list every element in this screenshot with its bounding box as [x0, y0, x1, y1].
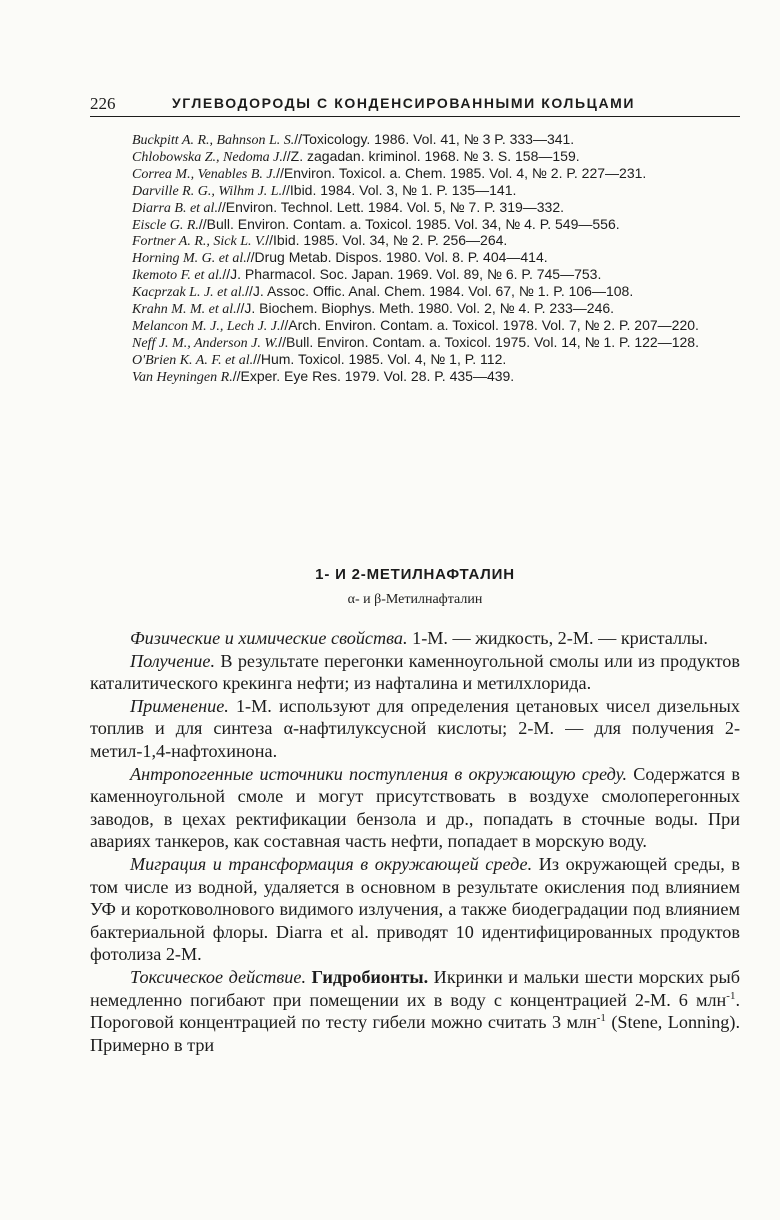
- article-body: [90, 627, 740, 1056]
- paragraph-toxicity: [90, 966, 740, 1056]
- reference-authors: Chlobowska Z., Nedoma J.: [132, 149, 283, 165]
- reference-authors: Eiscle G. R.: [132, 217, 199, 233]
- reference-item: [90, 233, 740, 250]
- paragraph-text: . Пороговой концентрацией по тесту гибели можно считать 3 млн: [90, 989, 740, 1033]
- reference-authors: Kacprzak L. J. et al.: [132, 285, 246, 301]
- paragraph-text: 1-М. используют для определения цетановых чисел дизельных топлив и для синтеза α-нафтилуксусной кислоты; 2-М. — для получения 2-метил-1,4-нафтохинона.: [90, 695, 740, 761]
- reference-source: //Environ. Technol. Lett. 1984. Vol. 5, № 7. P. 319—332.: [217, 198, 565, 215]
- superscript: -1: [726, 989, 736, 1002]
- page-header: [90, 92, 740, 117]
- paragraph-migration: [90, 853, 740, 966]
- reference-authors: Darville R. G., Wilhm J. L.: [132, 183, 283, 199]
- reference-source: //Z. zagadan. kriminol. 1968. № 3. S. 158—159.: [282, 147, 580, 164]
- reference-source: //Bull. Environ. Contam. a. Toxicol. 1975. Vol. 14, № 1. P. 122—128.: [278, 333, 699, 350]
- reference-item: [90, 267, 740, 284]
- reference-authors: Melancon M. J., Lech J. J.: [132, 318, 281, 334]
- reference-item: [90, 183, 740, 200]
- reference-item: [90, 335, 740, 352]
- reference-item: [90, 166, 740, 183]
- reference-source: //Toxicology. 1986. Vol. 41, № 3 P. 333—341.: [294, 131, 575, 147]
- paragraph-lead: Антропогенные источники поступления в окружающую среду.: [130, 763, 628, 784]
- reference-authors: Van Heyningen R.: [132, 369, 233, 385]
- paragraph-text: Содержатся в каменноугольной смоле и могут присутствовать в воздухе смолоперегонных заводов, в цехах ректификации бензола и др., попадать в сточные воды. При авариях танкеров, как составная часть нефти, попадает в морскую воду.: [90, 763, 740, 852]
- reference-item: [90, 318, 740, 335]
- reference-item: [90, 352, 740, 369]
- reference-item: [90, 369, 740, 386]
- paragraph-lead: Применение.: [130, 695, 229, 716]
- page-number: 226: [90, 94, 116, 113]
- reference-source: //Environ. Toxicol. a. Chem. 1985. Vol. 4, № 2. P. 227—231.: [276, 164, 647, 181]
- reference-authors: O'Brien K. A. F. et al.: [132, 352, 254, 368]
- reference-source: //J. Pharmacol. Soc. Japan. 1969. Vol. 89, № 6. P. 745—753.: [222, 266, 602, 283]
- reference-item: [90, 217, 740, 234]
- reference-item: [90, 250, 740, 267]
- reference-authors: Ikemoto F. et al.: [132, 268, 223, 284]
- paragraph-lead: Физические и химические свойства.: [130, 628, 408, 648]
- reference-authors: Neff J. M., Anderson J. W.: [132, 335, 279, 351]
- reference-source: //J. Biochem. Biophys. Meth. 1980. Vol. 2, № 4. P. 233—246.: [236, 300, 615, 317]
- paragraph-text: (Stene, Lonning). Примерно в три: [90, 1012, 740, 1055]
- paragraph-lead: Токсическое действие.: [130, 966, 307, 987]
- paragraph-properties: [90, 627, 740, 650]
- reference-item: [90, 132, 740, 149]
- reference-source: //Exper. Eye Res. 1979. Vol. 28. P. 435—439.: [232, 367, 515, 384]
- section-title: 1- И 2-МЕТИЛНАФТАЛИН: [315, 566, 515, 583]
- paragraph-text: Из окружающей среды, в том числе из водной, удаляется в основном в результате окисления под влиянием УФ и коротковолнового видимого излучения, а также биодеградации под влиянием бактериальной флоры. Diarra et al. приводят 10 идентифицированных продуктов фотолиза 2-М.: [90, 853, 741, 965]
- paragraph-text: Икринки и мальки шести морских рыб немедленно погибают при помещении их в воду с концентрацией 2-М. 6 млн: [90, 966, 740, 1010]
- reference-authors: Krahn M. M. et al.: [132, 302, 237, 318]
- reference-authors: Diarra B. et al.: [132, 200, 218, 216]
- paragraph-text: 1-М. — жидкость, 2-М. — кристаллы.: [407, 628, 708, 648]
- reference-source: //Ibid. 1984. Vol. 3, № 1. P. 135—141.: [282, 181, 517, 198]
- reference-authors: Correa M., Venables B. J.: [132, 166, 277, 182]
- running-title: УГЛЕВОДОРОДЫ С КОНДЕНСИРОВАННЫМИ КОЛЬЦАМИ: [172, 95, 636, 111]
- reference-item: [90, 284, 740, 301]
- paragraph-lead: Получение.: [130, 650, 216, 671]
- reference-item: [90, 200, 740, 217]
- reference-source: //Bull. Environ. Contam. a. Toxicol. 1985. Vol. 34, № 4. P. 549—556.: [198, 215, 620, 232]
- reference-item: [90, 149, 740, 166]
- reference-source: //Ibid. 1985. Vol. 34, № 2. P. 256—264.: [265, 232, 508, 249]
- reference-authors: Horning M. G. et al.: [132, 251, 247, 267]
- paragraph-text: В результате перегонки каменноугольной смолы или из продуктов каталитического крекинга нефти; из нафталина и метилхлорида.: [90, 650, 740, 694]
- reference-source: //Hum. Toxicol. 1985. Vol. 4, № 1, P. 112.: [253, 350, 507, 367]
- reference-source: //J. Assoc. Offic. Anal. Chem. 1984. Vol. 67, № 1. P. 106—108.: [245, 283, 634, 300]
- reference-authors: Buckpitt A. R., Bahnson L. S.: [132, 133, 295, 148]
- paragraph-lead: Миграция и трансформация в окружающей среде.: [130, 853, 533, 874]
- paragraph-application: [90, 695, 740, 763]
- paragraph-bold-term: Гидробионты.: [306, 966, 429, 987]
- reference-source: //Arch. Environ. Contam. a. Toxicol. 1978. Vol. 7, № 2. P. 207—220.: [280, 316, 699, 333]
- reference-list: [90, 132, 740, 386]
- paragraph-production: [90, 650, 740, 695]
- reference-authors: Fortner A. R., Sick L. V.: [132, 234, 266, 250]
- reference-item: [90, 301, 740, 318]
- reference-source: //Drug Metab. Dispos. 1980. Vol. 8. P. 404—414.: [246, 249, 548, 266]
- paragraph-sources: [90, 763, 740, 853]
- superscript: -1: [596, 1012, 606, 1025]
- section-subtitle: α- и β-Метилнафталин: [347, 592, 483, 607]
